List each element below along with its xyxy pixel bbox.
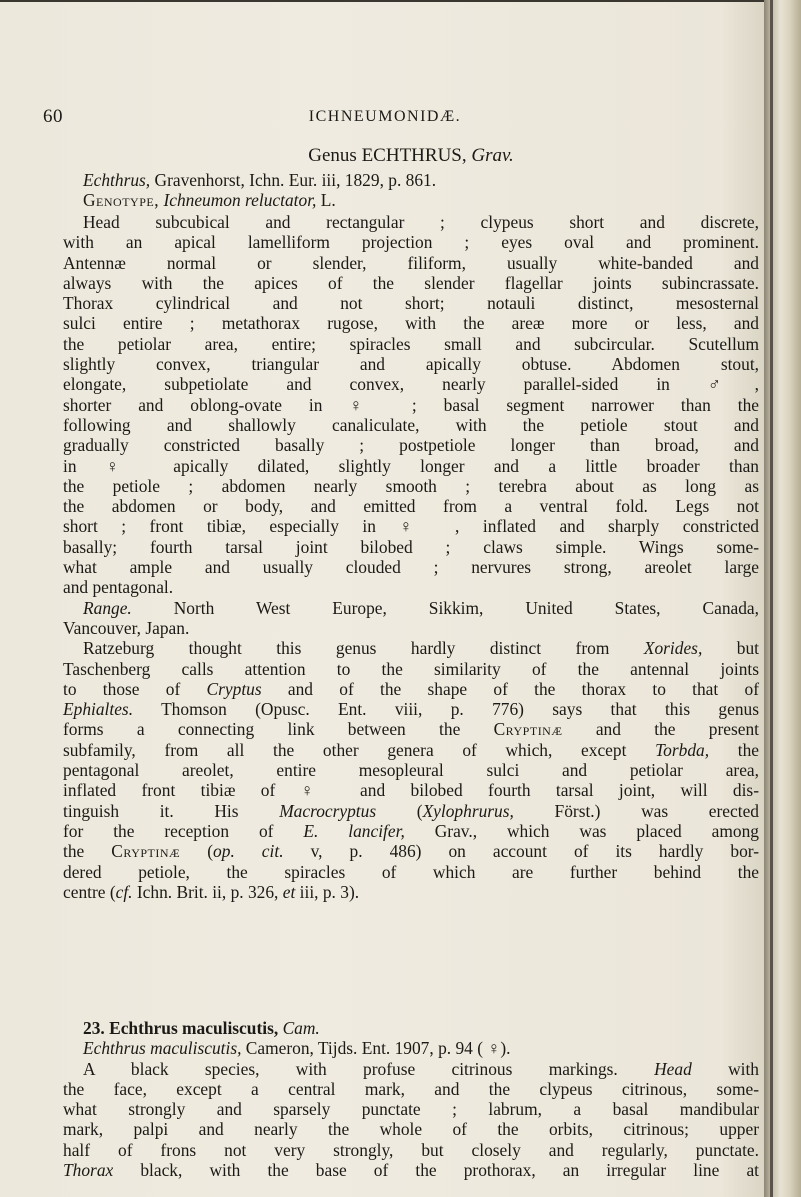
range-line: Range. North West Europe, Sikkim, United States, Canada, — [83, 597, 759, 618]
description-line: gradually constricted basally ; postpetiole longer than broad, and — [63, 435, 759, 456]
discussion-line: the Cryptinæ (op. cit. v, p. 486) on account of its hardly bor- — [63, 841, 760, 862]
discussion-line: to those of Cryptus and of the shape of the thorax to that of — [63, 678, 759, 699]
species-citation: Echthrus maculiscutis, Cameron, Tijds. Ent. 1907, p. 94 ( ♀). — [83, 1038, 511, 1059]
genus-citation: Echthrus, Gravenhorst, Ichn. Eur. iii, 1829, p. 861. — [83, 170, 437, 190]
page-number: 60 — [43, 106, 63, 127]
discussion-line: centre (cf. Ichn. Brit. ii, p. 326, et iii, p. 3). — [63, 881, 360, 902]
discussion-line: for the reception of E. lancifer, Grav., which was placed among — [63, 820, 759, 841]
description-line: short ; front tibiæ, especially in ♀ , inflated and sharply constricted — [63, 516, 759, 537]
discussion-line: Taschenberg calls attention to the similarity of the antennal joints — [63, 658, 759, 679]
description-line: always with the apices of the slender flagellar joints subincrassate. — [63, 272, 759, 293]
species-title: 23. Echthrus maculiscutis, Cam. — [83, 1018, 320, 1038]
discussion-line: Ephialtes. Thomson (Opusc. Ent. viii, p. 776) says that this genus — [63, 699, 759, 720]
species-line: what strongly and sparsely punctate ; labrum, a basal mandibular — [63, 1099, 759, 1120]
description-line: what ample and usually clouded ; nervures strong, areolet large — [63, 557, 759, 578]
discussion-line: Ratzeburg thought this genus hardly distinct from Xorides, but — [83, 638, 760, 659]
description-line: with an apical lamelliform projection ; eyes oval and prominent. — [63, 232, 759, 253]
description-line: in ♀ apically dilated, slightly longer and a little broader than — [63, 455, 759, 476]
description-line: the abdomen or body, and emitted from a ventral fold. Legs not — [63, 496, 759, 517]
discussion-line: subfamily, from all the other genera of which, except Torbda, the — [63, 739, 760, 760]
discussion-line: forms a connecting link between the Cryptinæ and the present — [63, 719, 759, 740]
description-line: Thorax cylindrical and not short; notauli distinct, mesosternal — [63, 293, 759, 314]
description-line: and pentagonal. — [63, 577, 174, 598]
description-line: elongate, subpetiolate and convex, nearly parallel-sided in ♂, — [63, 374, 759, 395]
species-line: half of frons not very strongly, but closely and regularly, punctate. — [63, 1139, 759, 1160]
discussion-line: dered petiole, the spiracles of which are further behind the — [63, 861, 759, 882]
genotype-line: Genotype, Ichneumon reluctator, L. — [83, 190, 336, 211]
description-line: slightly convex, triangular and apically obtuse. Abdomen stout, — [63, 354, 759, 375]
discussion-line: pentagonal areolet, entire mesopleural sulci and petiolar area, — [63, 760, 759, 781]
running-head: ICHNEUMONIDÆ. — [308, 108, 462, 125]
description-line: the petiolar area, entire; spiracles small and subcircular. Scutellum — [63, 333, 759, 354]
species-line: the face, except a central mark, and the clypeus citrinous, some- — [63, 1078, 759, 1099]
top-rule — [0, 0, 770, 2]
range-line: Vancouver, Japan. — [63, 617, 190, 638]
species-line: mark, palpi and nearly the whole of the orbits, citrinous; upper — [63, 1119, 759, 1140]
page-edge-line — [770, 0, 773, 1197]
genus-title: Genus ECHTHRUS, Grav. — [308, 145, 514, 166]
genus-heading-block — [63, 146, 759, 166]
species-line: Thorax black, with the base of the prothorax, an irregular line at — [63, 1160, 759, 1181]
description-line: sulci entire ; metathorax rugose, with the areæ more or less, and — [63, 313, 759, 334]
genus-description — [63, 212, 759, 902]
description-line: shorter and oblong-ovate in ♀ ; basal segment narrower than the — [63, 394, 759, 415]
description-line: basally; fourth tarsal joint bilobed ; claws simple. Wings some- — [63, 536, 759, 557]
discussion-line: tinguish it. His Macrocryptus (Xylophrurus, Först.) was erected — [63, 800, 759, 821]
genus-citation-block — [63, 170, 759, 211]
discussion-line: inflated front tibiæ of ♀ and bilobed fourth tarsal joint, will dis- — [63, 780, 759, 801]
description-line: the petiole ; abdomen nearly smooth ; terebra about as long as — [63, 475, 759, 496]
description-line: following and shallowly canaliculate, with the petiole stout and — [63, 414, 759, 435]
species-block — [63, 1018, 759, 1180]
description-line: Antennæ normal or slender, filiform, usually white-banded and — [63, 252, 759, 273]
species-line: A black species, with profuse citrinous markings. Head with — [83, 1058, 760, 1079]
description-line: Head subcubical and rectangular ; clypeus short and discrete, — [83, 212, 759, 232]
